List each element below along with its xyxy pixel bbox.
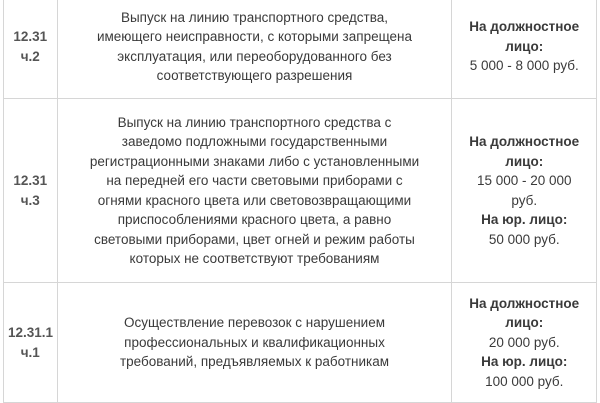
fine-label: На юр. лицо: (481, 354, 568, 370)
description-cell (57, 0, 452, 99)
fine-amount: 50 000 руб. (488, 231, 560, 247)
table-row (4, 0, 597, 99)
description-line: имеющего неисправности, с которыми запрещена (96, 29, 413, 44)
article-cell (4, 0, 58, 99)
penalties-table (3, 0, 597, 403)
description-line: которых не соответствуют требованиям (129, 251, 380, 266)
description-line: Выпуск на линию транспортного средства с (117, 114, 392, 130)
description-line: приспособлениями красного цвета, а равно (117, 212, 392, 227)
fine-amount: руб. (511, 192, 538, 208)
fine-cell (452, 99, 597, 283)
fine-amount: 20 000 руб. (488, 334, 560, 350)
description-line: регистрационными знаками либо с установленными (89, 153, 420, 169)
description-cell (57, 283, 452, 403)
fine-label: На должностное (469, 19, 580, 35)
description-line: требований, предъявляемых к работникам (119, 354, 390, 370)
description-line: световыми приборами, цвет огней и режим работы (94, 231, 415, 247)
fine-amount: 15 000 - 20 000 (476, 173, 572, 188)
description-line: заведомо подложными государственными (121, 134, 388, 149)
fine-label: На должностное (469, 295, 580, 311)
article-number: 12.31 (13, 173, 48, 188)
article-cell (4, 99, 58, 283)
table-row (4, 99, 597, 283)
description-line: на передней его части световыми приборами с (106, 173, 403, 188)
description-line: профессиональных и квалификационных (124, 334, 385, 350)
description-line: огнями красного цвета или световозвращающими (97, 192, 412, 208)
fine-label: лицо: (505, 153, 544, 169)
description-cell (57, 99, 452, 283)
fine-label: На юр. лицо: (481, 212, 568, 227)
fine-cell (452, 283, 597, 403)
description-line: эксплуатация, или переоборудованного без (117, 48, 392, 64)
article-cell (4, 283, 58, 403)
fine-amount: 100 000 руб. (485, 373, 564, 389)
table-row (4, 283, 597, 403)
description-line: соответствующего разрешения (156, 68, 353, 83)
article-number: 12.31 (13, 29, 48, 44)
fine-label: лицо: (505, 315, 544, 331)
article-part: ч.3 (20, 192, 40, 208)
article-part: ч.1 (20, 344, 40, 360)
fine-cell (452, 0, 597, 99)
article-part: ч.2 (20, 48, 40, 64)
description-line: Выпуск на линию транспортного средства, (120, 9, 389, 25)
fine-label: лицо: (505, 38, 544, 54)
article-number: 12.31.1 (8, 325, 54, 340)
description-line: Осуществление перевозок с нарушением (123, 315, 385, 331)
fine-label: На должностное (469, 134, 580, 149)
fine-amount: 5 000 - 8 000 руб. (469, 58, 579, 74)
